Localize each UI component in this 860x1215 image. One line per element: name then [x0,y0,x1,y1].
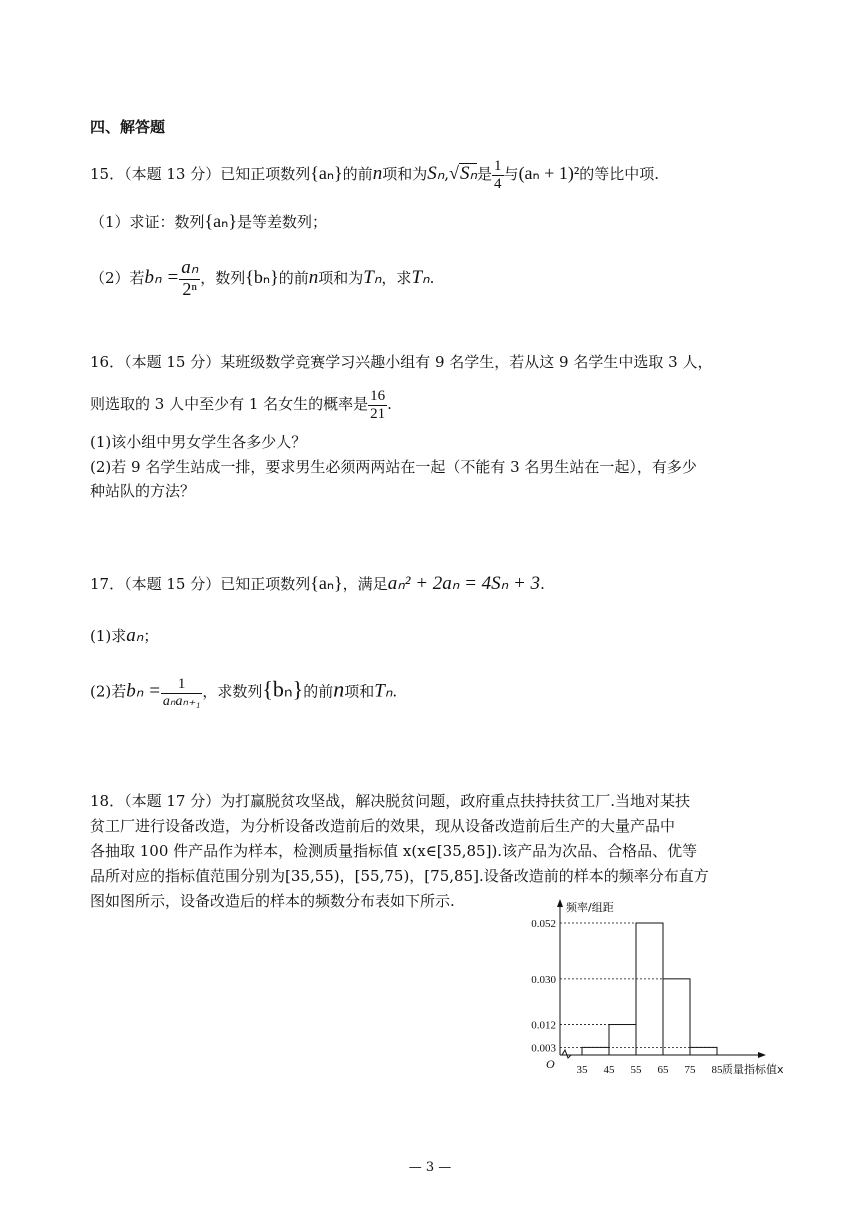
y-axis-label: 频率/组距 [566,901,614,914]
page-number: — 3 — [408,1160,452,1175]
histogram-bar [582,1047,609,1055]
x-axis-label: 质量指标值x [722,1063,784,1076]
q18-line5: 图如图所示，设备改造后的样本的频数分布表如下所示. [90,892,455,910]
q15-stem: 15．（本题 13 分）已知正项数列{aₙ}的前n项和为Sₙ,√Sₙ是 $\frac{1}{4}$ 与(aₙ + 1)²的等比中项. [90,158,660,192]
q16-part1: (1)该小组中男女学生各多少人？ [90,433,307,451]
q15-fraction: $\frac{1}{4}$ [494,158,502,192]
histogram-bar [609,1025,636,1055]
x-axis-arrow [758,1052,766,1058]
axis-break-mark [562,1050,571,1058]
q15-b-fraction: $\frac{\text{aₙ}}{\text{2ⁿ}}$ [181,257,199,299]
y-tick-label: 0.052 [531,918,556,930]
x-tick-label: 45 [603,1064,615,1076]
q18-line3: 各抽取 100 件产品作为样本，检测质量指标值 x(x∈[35,85]).该产品为次品、合格品、优等 [90,842,698,860]
q18-line2: 贫工厂进行设备改造，为分析设备改造前后的效果，现从设备改造前后生产的大量产品中 [90,817,676,835]
y-tick-label: 0.003 [531,1042,556,1055]
q15-part2: （2）若bₙ = $\frac{\text{aₙ}}{\text{2ⁿ}}$ ，数列{bₙ}的前n项和为Tₙ，求Tₙ. [90,257,435,299]
q17-part1: (1)求aₙ； [90,625,159,646]
x-tick-label: 55 [630,1064,642,1076]
origin-label: O [546,1057,555,1071]
q17-stem: 17．（本题 15 分）已知正项数列{aₙ}，满足aₙ² + 2aₙ = 4Sₙ + 3. [90,573,545,594]
q18-line1: 18．（本题 17 分）为打赢脱贫攻坚战，解决脱贫问题，政府重点扶持扶贫工厂.当地对某扶 [90,792,690,810]
q15-part1: （1）求证：数列{aₙ}是等差数列； [90,211,328,231]
frequency-histogram [510,895,830,1085]
x-tick-label: 65 [657,1064,669,1076]
q16-fraction: $\frac{16}{21}$ [370,388,386,422]
q18-line4: 品所对应的指标值范围分别为[35,55)，[55,75)，[75,85].设备改造前的样本的频率分布直方 [90,867,709,885]
q16-part2-line2: 种站队的方法？ [90,482,196,500]
q17-part2: (2)若bₙ = $\frac{1}{\text{aₙaₙ₊₁}}$ ，求数列{bₙ}的前n项和Tₙ. [90,676,398,709]
section-title: 四、解答题 [90,118,166,136]
q17-b-fraction: $\frac{1}{\text{aₙaₙ₊₁}}$ [162,676,201,709]
histogram-bar [636,923,663,1055]
x-tick-label: 75 [684,1064,696,1076]
q16-line2: 则选取的 3 人中至少有 1 名女生的概率是 $\frac{16}{21}$ . [90,388,392,422]
histogram-bar [690,1047,717,1055]
histogram-bar [663,979,690,1055]
x-tick-label: 85 [711,1064,723,1076]
q16-part2-line1: (2)若 9 名学生站成一排，要求男生必须两两站在一起（不能有 3 名男生站在一起），有多少 [90,458,697,476]
q16-line1: 16．（本题 15 分）某班级数学竞赛学习兴趣小组有 9 名学生，若从这 9 名学生中选取 3 人， [90,353,713,371]
y-tick-label: 0.012 [531,1019,556,1032]
y-tick-label: 0.030 [531,973,556,986]
x-tick-label: 35 [576,1064,588,1076]
y-axis-arrow [557,899,563,907]
